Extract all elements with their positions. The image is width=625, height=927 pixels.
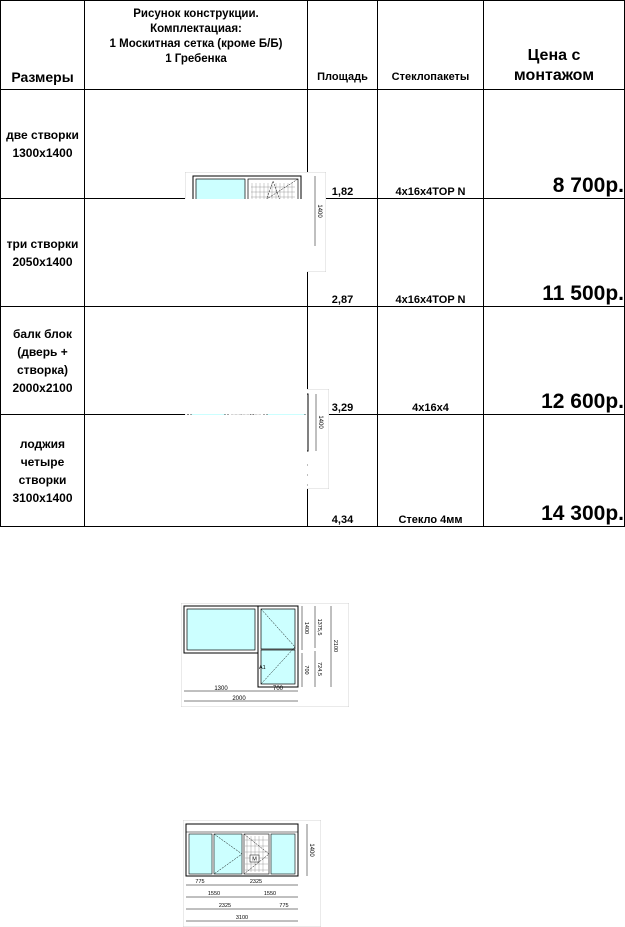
glass-cell: 4х16х4TOP N	[378, 199, 484, 307]
size-line: 2050х1400	[12, 254, 73, 269]
dim-h4: 700	[303, 665, 309, 675]
dim-c: 1550	[207, 891, 221, 897]
area-cell: 3,29	[308, 307, 378, 415]
header-picture-line: 1 Гребенка	[165, 53, 227, 65]
table-row	[1, 90, 625, 199]
header-price	[484, 1, 625, 90]
mark-label: M	[252, 856, 257, 863]
header-price-line: монтажом	[513, 67, 595, 84]
dim-d: 1550	[263, 891, 277, 897]
size-line: три створки	[6, 236, 79, 251]
size-line: створка)	[16, 362, 69, 377]
area-cell: 4,34	[308, 415, 378, 527]
size-cell	[1, 90, 85, 199]
header-sizes: Размеры	[1, 1, 85, 90]
price-cell: 8 700р.	[484, 90, 625, 199]
dim-h5: 724,5	[316, 662, 322, 676]
header-glass: Стеклопакеты	[378, 1, 484, 90]
size-line: 2000х2100	[12, 380, 73, 395]
size-line: четыре	[20, 454, 65, 469]
size-line: створки	[18, 472, 67, 487]
dim-e: 2325	[218, 903, 232, 909]
header-picture-line: Рисунок конструкции.	[133, 8, 259, 20]
area-cell: 1,82	[308, 90, 378, 199]
dim-total: 2000	[232, 696, 246, 702]
loggia-drawing	[183, 820, 321, 927]
header-area: Площадь	[308, 1, 378, 90]
header-picture	[85, 1, 308, 90]
glass-cell: Стекло 4мм	[378, 415, 484, 527]
size-cell	[1, 415, 85, 527]
glass-cell: 4х16х4TOP N	[378, 90, 484, 199]
header-price-line: Цена с	[527, 47, 581, 64]
glass-cell: 4х16х4	[378, 307, 484, 415]
size-line: балк блок	[13, 326, 72, 341]
dim-h3: 2100	[332, 639, 338, 653]
header-row	[1, 1, 625, 90]
price-cell: 12 600р.	[484, 307, 625, 415]
header-picture-line: 1 Москитная сетка (кроме Б/Б)	[109, 38, 283, 50]
drawing-cell	[85, 90, 322, 218]
price-cell: 14 300р.	[484, 415, 625, 527]
dim-h2: 1375,5	[316, 618, 322, 636]
balcony-block-drawing	[181, 603, 349, 707]
door-label: A1	[259, 665, 266, 671]
area-cell: 2,87	[308, 199, 378, 307]
drawing-cell	[85, 307, 338, 702]
dim-height: 1400	[316, 204, 322, 218]
dim-h1: 1400	[303, 621, 309, 635]
dim-total: 3100	[235, 915, 249, 921]
size-line: лоджия	[19, 436, 66, 451]
size-line: две створки	[6, 128, 79, 142]
dim-width-2: 700	[272, 686, 284, 692]
dim-a: 775	[195, 879, 205, 885]
dim-width-1: 1300	[214, 686, 228, 692]
dim-height: 1400	[317, 415, 323, 429]
drawing-cell	[85, 199, 323, 429]
header-picture-line: Комплектациая:	[150, 23, 242, 35]
dim-height: 1400	[308, 843, 314, 857]
dim-b: 2325	[249, 879, 263, 885]
size-cell	[1, 307, 85, 415]
size-cell	[1, 199, 85, 307]
dim-f: 775	[279, 903, 289, 909]
price-cell: 11 500р.	[484, 199, 625, 307]
size-line: (дверь +	[17, 344, 68, 359]
size-line: 3100х1400	[12, 490, 73, 505]
size-line: 1300х1400	[12, 146, 73, 160]
